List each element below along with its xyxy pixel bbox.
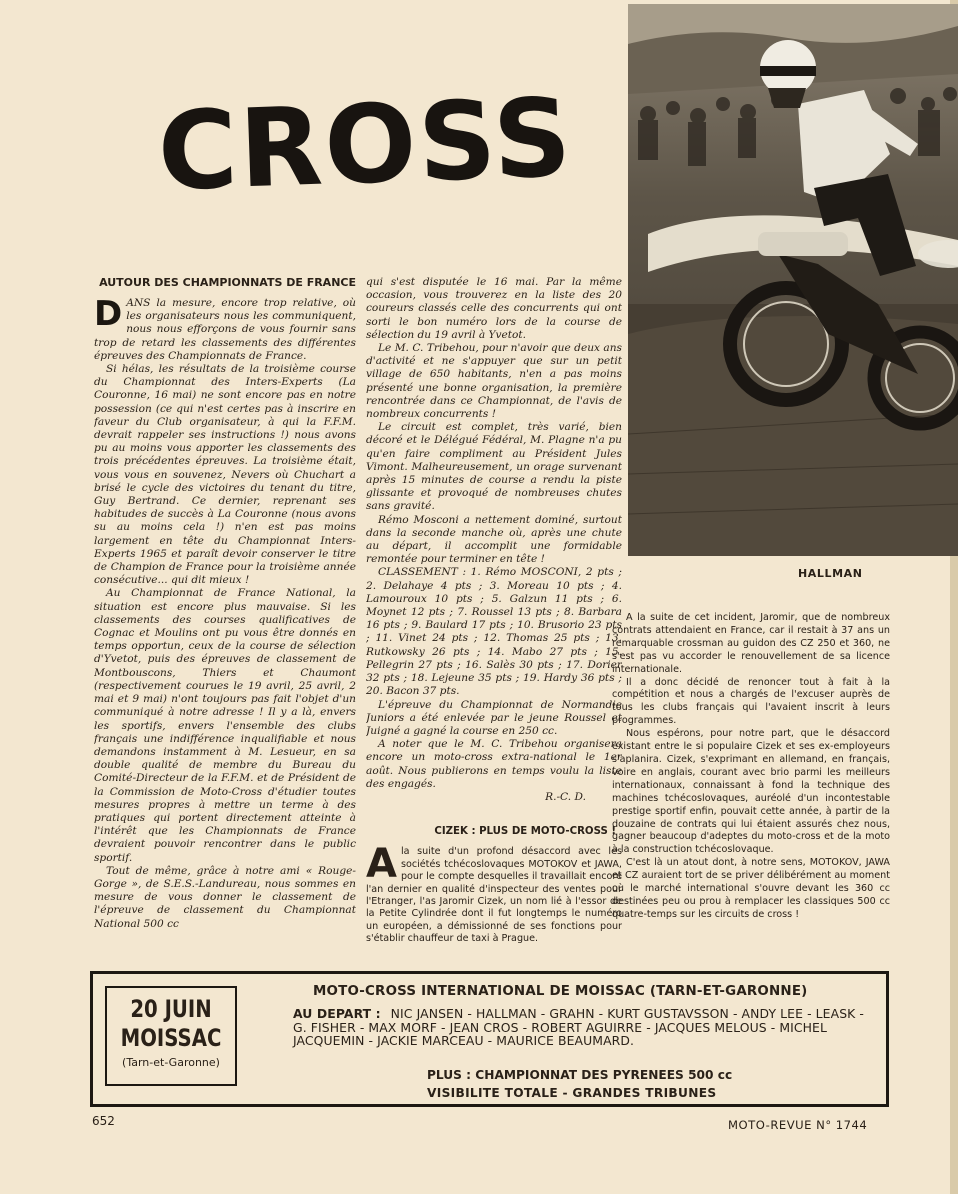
page-title: CROSS — [155, 75, 575, 216]
cizek-heading: CIZEK : PLUS DE MOTO-CROSS ! — [434, 826, 616, 837]
rider-photo-illustration — [628, 4, 958, 556]
cizek-paragraph-1: A la suite de cet incident, Jaromir, que de nombreux contrats attendaient en France, car il restait à 37 ans un remarquable crossman au guidon des CZ 250 et 360, ne s'est pas vu accorder le renouvellement de sa licence internationale. — [612, 612, 890, 675]
article-heading: AUTOUR DES CHAMPIONNATS DE FRANCE — [99, 276, 356, 289]
event-riders — [293, 1007, 877, 1048]
drop-cap-a: A — [366, 841, 397, 888]
mosconi-paragraph: Rémo Mosconi a nettement dominé, surtout dans la seconde manche où, après une chute au départ, il accomplit une formidable remontée pour terminer en tête ! — [366, 513, 622, 566]
cizek-paragraph-4: C'est là un atout dont, à notre sens, MOTOKOV, JAWA et CZ auraient tort de se priver délibérément au moment où le marché international s'ouvre devant les 360 cc destinées peu ou prou à remplacer les classiques 500 cc quatre-temps sur les circuits de cross ! — [612, 857, 890, 920]
article-column-1 — [94, 276, 356, 954]
article-column-3 — [612, 612, 890, 957]
drop-cap-d: D — [94, 294, 123, 334]
event-city: MOISSAC — [120, 1024, 222, 1052]
page-number: 652 — [92, 1114, 115, 1128]
normandie-paragraph: L'épreuve du Championnat de Normandie Juniors a été enlevée par le jeune Roussel et Juigné a gagné la course en 250 cc. — [366, 698, 622, 737]
cizek-paragraph-3: Nous espérons, pour notre part, que le désaccord existant entre le si populaire Cizek et ses ex-employeurs s'aplanira. Cizek, s'exprimant en allemand, en français, voire en anglais, courant avec brio parmi les meilleurs internationaux, connaissant à fond la technique des machines tchécoslovaques, auréolé d'un incontestable prestige sportif enfin, pouvait cette année, à partir de la douzaine de contrats qui lui étaient assurés chez nous, gagner beaucoup d'adeptes du moto-cross et de la moto à la construction tchécoslovaque. — [612, 728, 890, 856]
article-column-2 — [366, 276, 622, 824]
classement-paragraph: CLASSEMENT : 1. Rémo MOSCONI, 2 pts ; 2. Delahaye 4 pts ; 3. Moreau 10 pts ; 4. Lamouroux 10 pts ; 5. Galzun 11 pts ; 6. Moynet 12 pts ; 7. Roussel 13 pts ; 8. Barbara 16 pts ; 9. Baulard 17 pts ; 10. Brusorio 23 pts ; 11. Vinet 24 pts ; 12. Thomas 25 pts ; 13. Rutkowsky 26 pts ; 14. Mabo 27 pts ; 15. Pellegrin 27 pts ; 16. Salès 30 pts ; 17. Dorier 32 pts ; 18. Lejeune 35 pts ; 19. Hardy 36 pts ; 20. Bacon 37 pts. — [366, 566, 622, 698]
event-advertisement — [90, 971, 889, 1107]
issue-label: MOTO-REVUE N° 1744 — [728, 1118, 868, 1132]
article-paragraph-1: DANS la mesure, encore trop relative, où les organisateurs nous les communiquent, nous nous efforçons de vous fournir sans trop de retard les classements des différentes épreuves des Championnats de France. — [94, 294, 356, 362]
event-title: MOTO-CROSS INTERNATIONAL DE MOISSAC (TARN-ET-GARONNE) — [313, 984, 808, 999]
article-paragraph-2: Si hélas, les résultats de la troisième course du Championnat des Inters-Experts (La Couronne, 16 mai) ne sont encore pas en notre possession (ce qui n'est certes pas à inscrire en faveur du Club organisateur, à qui la F.F.M. devrait rappeler ses instructions !) nous avons pu au moins vous apporter les classements des trois précédentes épreuves. La troisième était, vous vous en souvenez, Nevers où Chuchart a brisé le cycle des victoires du tenant du titre, Guy Bertrand. Ce dernier, reprenant ses habitudes de succès à La Couronne (nous avons su au moins cela !) n'en est pas moins largement en tête du Championnat Inters-Experts 1965 et paraît devoir conserver le titre de Champion de France pour la troisième année consécutive... qui dit mieux ! — [94, 363, 356, 587]
tribehou-paragraph: Le M. C. Tribehou, pour n'avoir que deux ans d'activité et ne s'appuyer que sur un petit village de 650 habitants, n'en a pas moins présenté une bonne organisation, la première rencontrée dans ce Championnat, de l'avis de nombreux concurrents ! — [366, 342, 622, 421]
event-region: (Tarn-et-Garonne) — [122, 1056, 220, 1069]
photo-caption: HALLMAN — [798, 567, 863, 580]
event-date-box — [105, 986, 237, 1086]
article-paragraph-4: Tout de même, grâce à notre ami « Rouge-Gorge », de S.E.S.-Landureau, nous sommes en mesure de vous donner le classement de l'épreuve de classement du Championnat National 500 cc — [94, 864, 356, 930]
depart-label: AU DEPART : — [293, 1006, 381, 1021]
event-visibility: VISIBILITE TOTALE - GRANDES TRIBUNES — [427, 1086, 717, 1100]
cizek-article — [366, 826, 622, 958]
circuit-paragraph: Le circuit est complet, très varié, bien décoré et le Délégué Fédéral, M. Plagne n'a pu qu'en faire compliment au Président Jules Vimont. Malheureusement, un orage survenant après 15 minutes de course a rendu la piste glissante et provoqué de nombreuses chutes sans gravité. — [366, 421, 622, 513]
motocross-photo — [628, 4, 958, 556]
event-date: 20 JUIN — [130, 995, 212, 1023]
article-signature: R.-C. D. — [545, 790, 586, 803]
note-paragraph: A noter que le M. C. Tribehou organisera encore un moto-cross extra-national le 1er août. Nous publierons en temps voulu la liste des engagés. — [366, 738, 622, 790]
article-continuation: qui s'est disputée le 16 mai. Par la même occasion, vous trouverez en la liste des 20 coureurs classés celle des concurrents qui ont sorti le bon numéro lors de la course de sélection du 19 avril à Yvetot. — [366, 276, 622, 341]
cizek-text: la suite d'un profond désaccord avec les sociétés tchécoslovaques MOTOKOV et JAWA, pour le compte desquelles il travaillait encore l'an dernier en qualité d'inspecteur des ventes pour l'Etranger, l'as Jaromir Cizek, un nom lié à l'essor de la Petite Cylindrée dont il fut longtemps le numéro un européen, a démissionné de ses fonctions pour s'établir chauffeur de taxi à Prague. — [366, 846, 622, 945]
article-paragraph-3: Au Championnat de France National, la situation est encore plus mauvaise. Si les classements des courses qualificatives de Cognac et Moulins ont pu vous être donnés en temps opportun, ceux de la course de sélection d'Yvetot, puis des épreuves de classement de Montbouscons, Thiers et Chaumont (respectivement courues le 19 avril, 25 avril, 2 mai et 9 mai) n'ont toujours pas fait l'objet d'un communiqué à notre adresse ! Il y a là, envers les sportifs, envers l'ensemble des clubs français une indifférence inqualifiable et nous demandons instamment à M. Lesueur, en sa double qualité de membre du Bureau du Comité-Directeur de la F.F.M. et de Président de la Commission de Moto-Cross d'étudier toutes mesures propres à mettre un terme à des pratiques qui portent directement atteinte à l'intérêt que les Championnats de France devraient pouvoir rencontrer dans le public sportif. — [94, 587, 356, 864]
cizek-paragraph-2: Il a donc décidé de renoncer tout à fait à la compétition et nous a chargés de l'excuser auprès de tous les clubs français qui l'avaient inscrit à leurs programmes. — [612, 676, 890, 727]
event-extra: PLUS : CHAMPIONNAT DES PYRENEES 500 cc — [427, 1068, 733, 1082]
riders-list: NIC JANSEN - HALLMAN - GRAHN - KURT GUSTAVSSON - ANDY LEE - LEASK - G. FISHER - MAX MORF - JEAN CROS - ROBERT AGUIRRE - JACQUES MELOUS - MICHEL JACQUEMIN - JACKIE MARCEAU - MAURICE BEAUMARD. — [293, 1006, 864, 1049]
